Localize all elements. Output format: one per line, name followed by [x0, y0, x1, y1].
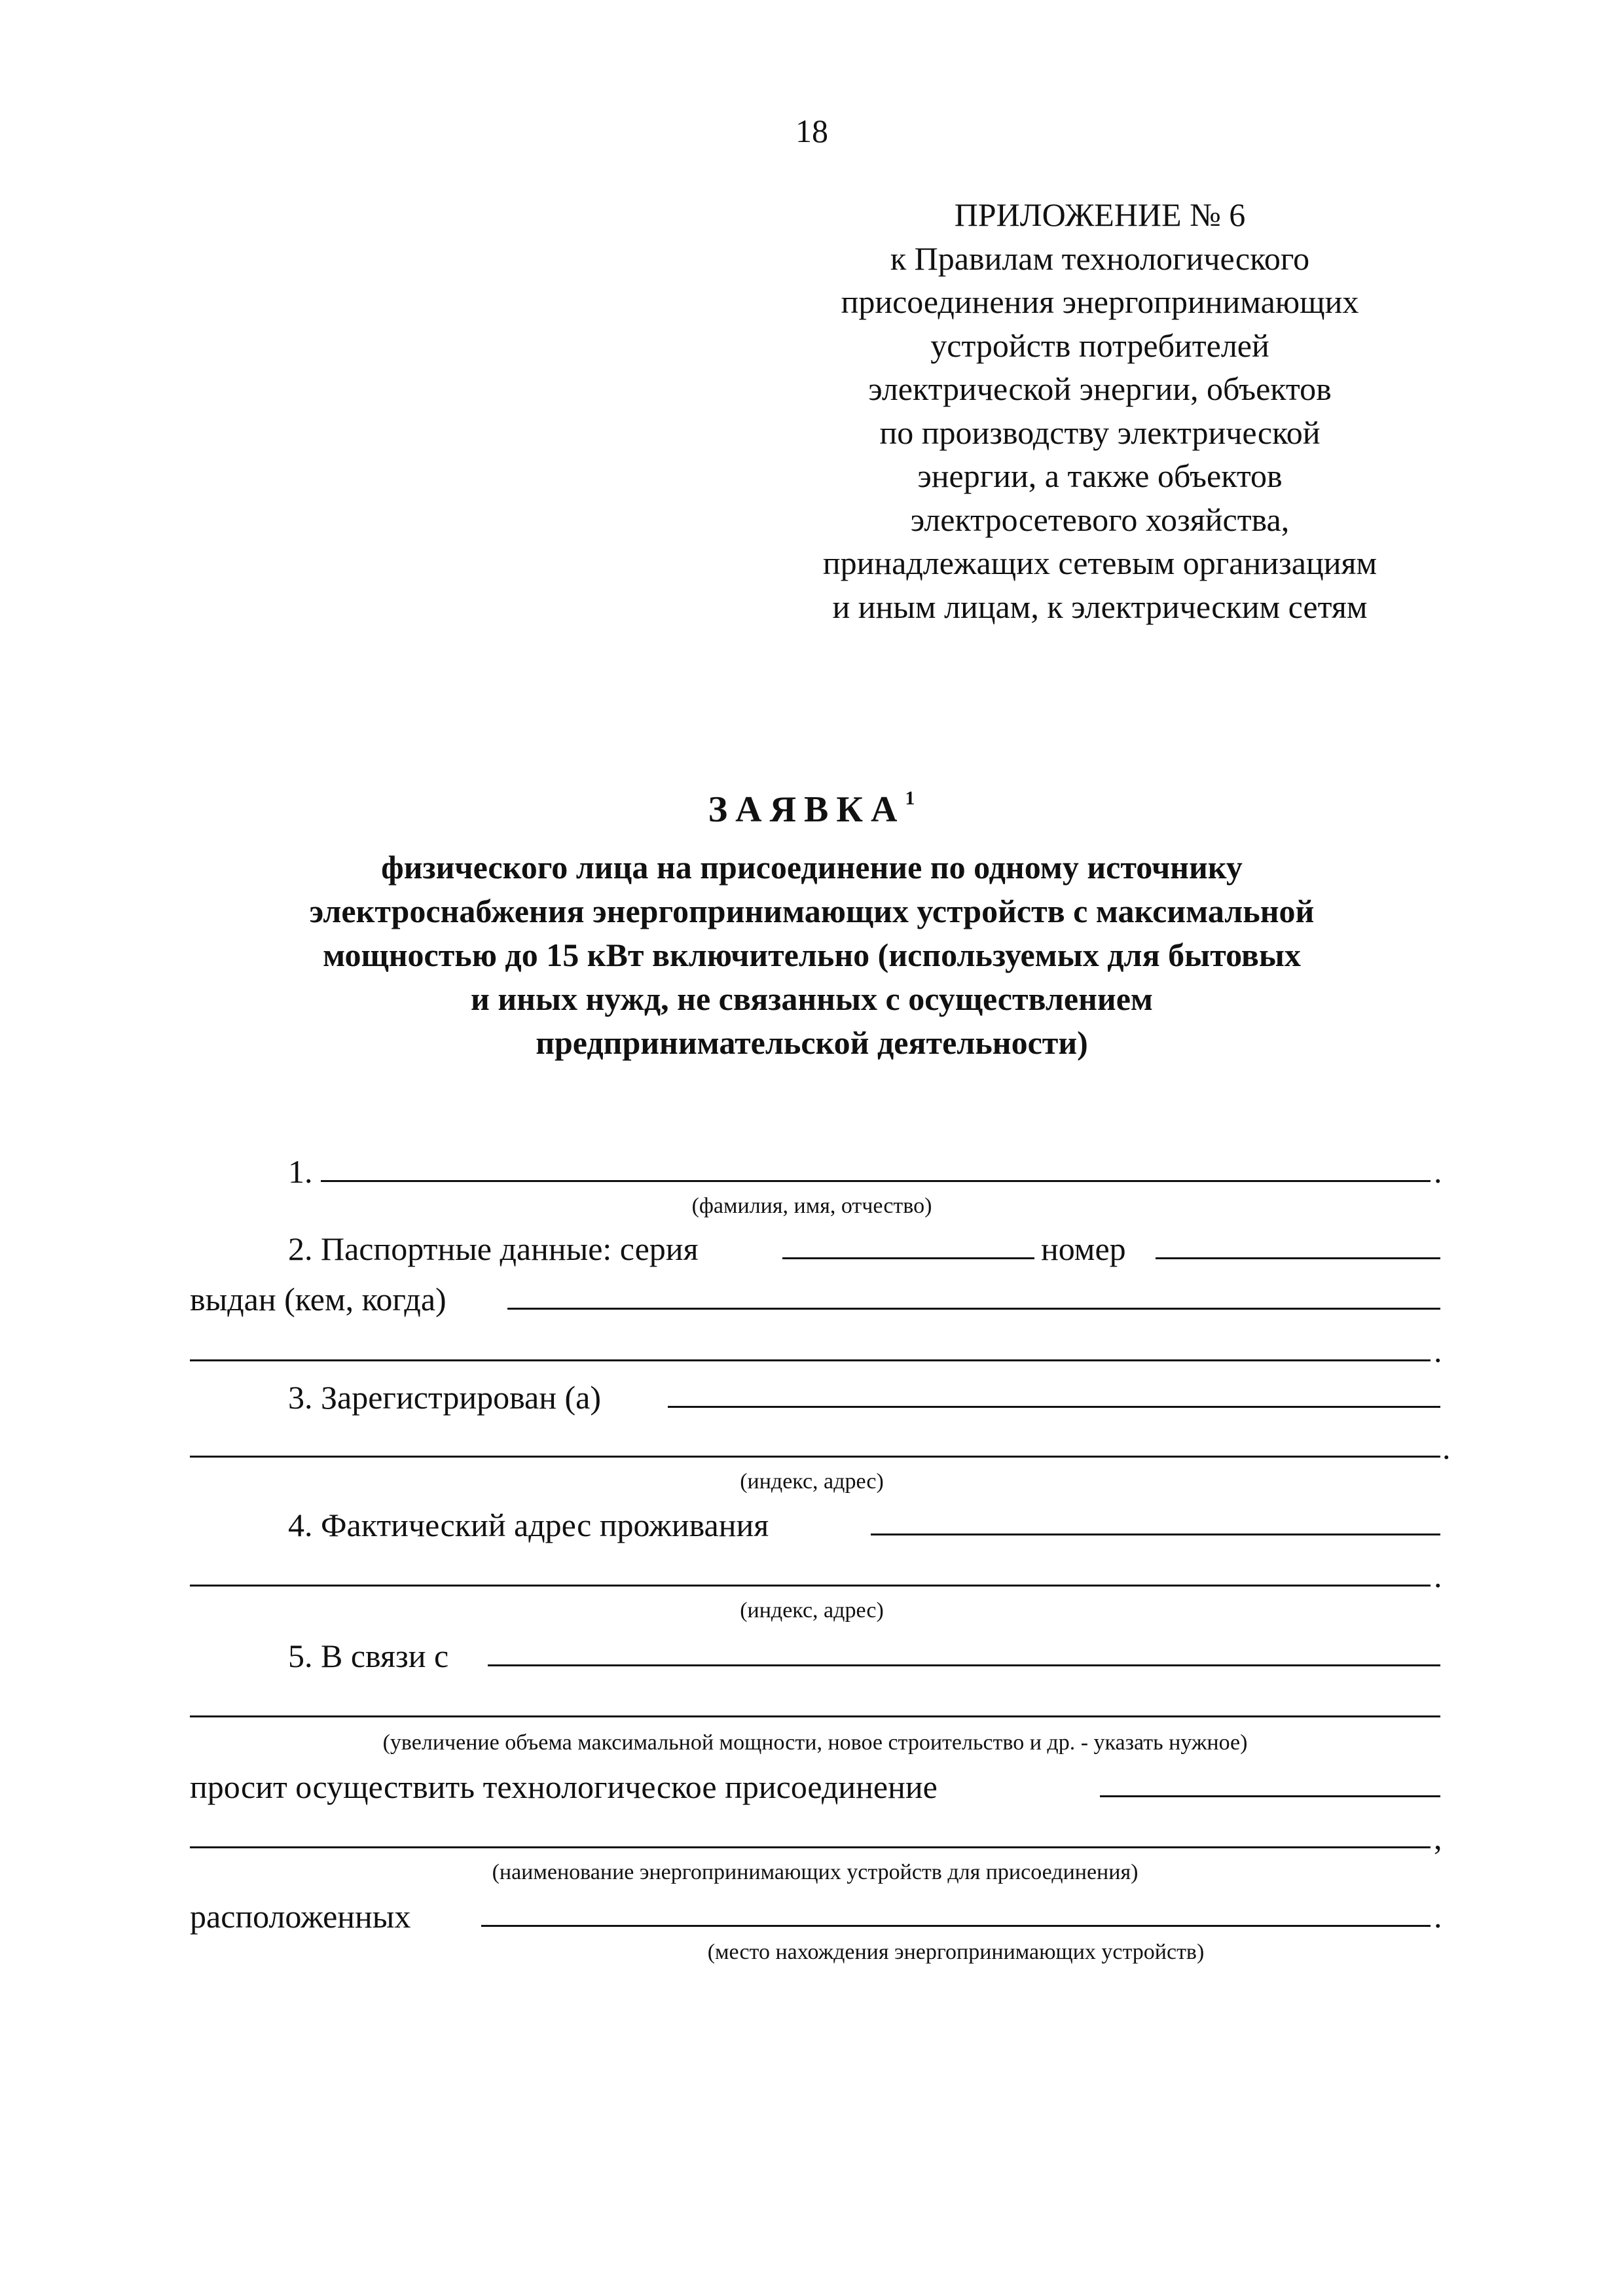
item1-period: . [1434, 1153, 1442, 1190]
appendix-line: и иным лицам, к электрическим сетям [832, 588, 1368, 625]
appendix-line: электрической энергии, объектов [868, 370, 1332, 407]
registered-address-field[interactable] [668, 1406, 1440, 1408]
subtitle-line: мощностью до 15 кВт включительно (используемых для бытовых [323, 937, 1301, 973]
location-caption: (место нахождения энергопринимающих устройств) [707, 1940, 1205, 1964]
item1-number: 1. [288, 1153, 313, 1190]
reason-field-continued[interactable] [190, 1715, 1440, 1717]
appendix-header [746, 193, 1453, 628]
location-field[interactable] [481, 1925, 1431, 1927]
title-footnote-mark: 1 [905, 787, 915, 809]
item4-period: . [1434, 1558, 1442, 1594]
devices-name-caption: (наименование энергопринимающих устройств для присоединения) [492, 1860, 1139, 1884]
full-name-field[interactable] [321, 1180, 1431, 1182]
page-number: 18 [795, 113, 828, 149]
passport-label: 2. Паспортные данные: серия [288, 1230, 699, 1267]
full-name-caption: (фамилия, имя, отчество) [691, 1194, 932, 1218]
passport-number-label: номер [1041, 1230, 1126, 1267]
appendix-line: электросетевого хозяйства, [910, 501, 1290, 538]
appendix-line: ПРИЛОЖЕНИЕ № 6 [954, 196, 1246, 233]
subtitle-line: физического лица на присоединение по одному источнику [381, 849, 1243, 886]
appendix-line: присоединения энергопринимающих [841, 283, 1359, 320]
devices-name-field-continued[interactable] [190, 1846, 1431, 1848]
appendix-line: принадлежащих сетевым организациям [822, 545, 1377, 581]
passport-issued-label: выдан (кем, когда) [190, 1281, 447, 1318]
passport-issued-field-continued[interactable] [190, 1359, 1431, 1361]
devices-name-field[interactable] [1100, 1795, 1440, 1797]
appendix-line: к Правилам технологического [890, 240, 1310, 277]
item2-period: . [1434, 1333, 1442, 1369]
passport-issued-field[interactable] [507, 1308, 1440, 1310]
passport-series-field[interactable] [782, 1257, 1034, 1259]
appendix-line: по производству электрической [879, 414, 1321, 451]
document-subtitle [183, 846, 1440, 1065]
request-label: просит осуществить технологическое присоединение [190, 1768, 938, 1805]
passport-number-field[interactable] [1156, 1257, 1440, 1259]
subtitle-line: предпринимательской деятельности) [536, 1024, 1088, 1061]
appendix-line: энергии, а также объектов [917, 457, 1283, 494]
request-comma: , [1434, 1820, 1442, 1856]
title-text: ЗАЯВКА [708, 789, 905, 830]
residence-address-field[interactable] [871, 1534, 1440, 1535]
reason-caption: (увеличение объема максимальной мощности, новое строительство и др. - указать нужное) [382, 1731, 1248, 1755]
registered-label: 3. Зарегистрирован (а) [288, 1379, 602, 1416]
subtitle-line: и иных нужд, не связанных с осуществлением [471, 980, 1153, 1017]
subtitle-line: электроснабжения энергопринимающих устройств с максимальной [309, 893, 1315, 929]
registered-address-caption: (индекс, адрес) [740, 1469, 884, 1494]
located-period: . [1434, 1898, 1442, 1935]
residence-address-caption: (индекс, адрес) [740, 1598, 884, 1623]
registered-address-field-continued[interactable] [190, 1456, 1440, 1458]
reason-field[interactable] [488, 1664, 1440, 1666]
located-label: расположенных [190, 1898, 411, 1935]
document-title [0, 776, 1623, 833]
appendix-line: устройств потребителей [930, 327, 1269, 364]
residence-label: 4. Фактический адрес проживания [288, 1507, 769, 1543]
item3-period: . [1442, 1429, 1451, 1466]
residence-address-field-continued[interactable] [190, 1585, 1431, 1587]
reason-label: 5. В связи с [288, 1638, 449, 1674]
